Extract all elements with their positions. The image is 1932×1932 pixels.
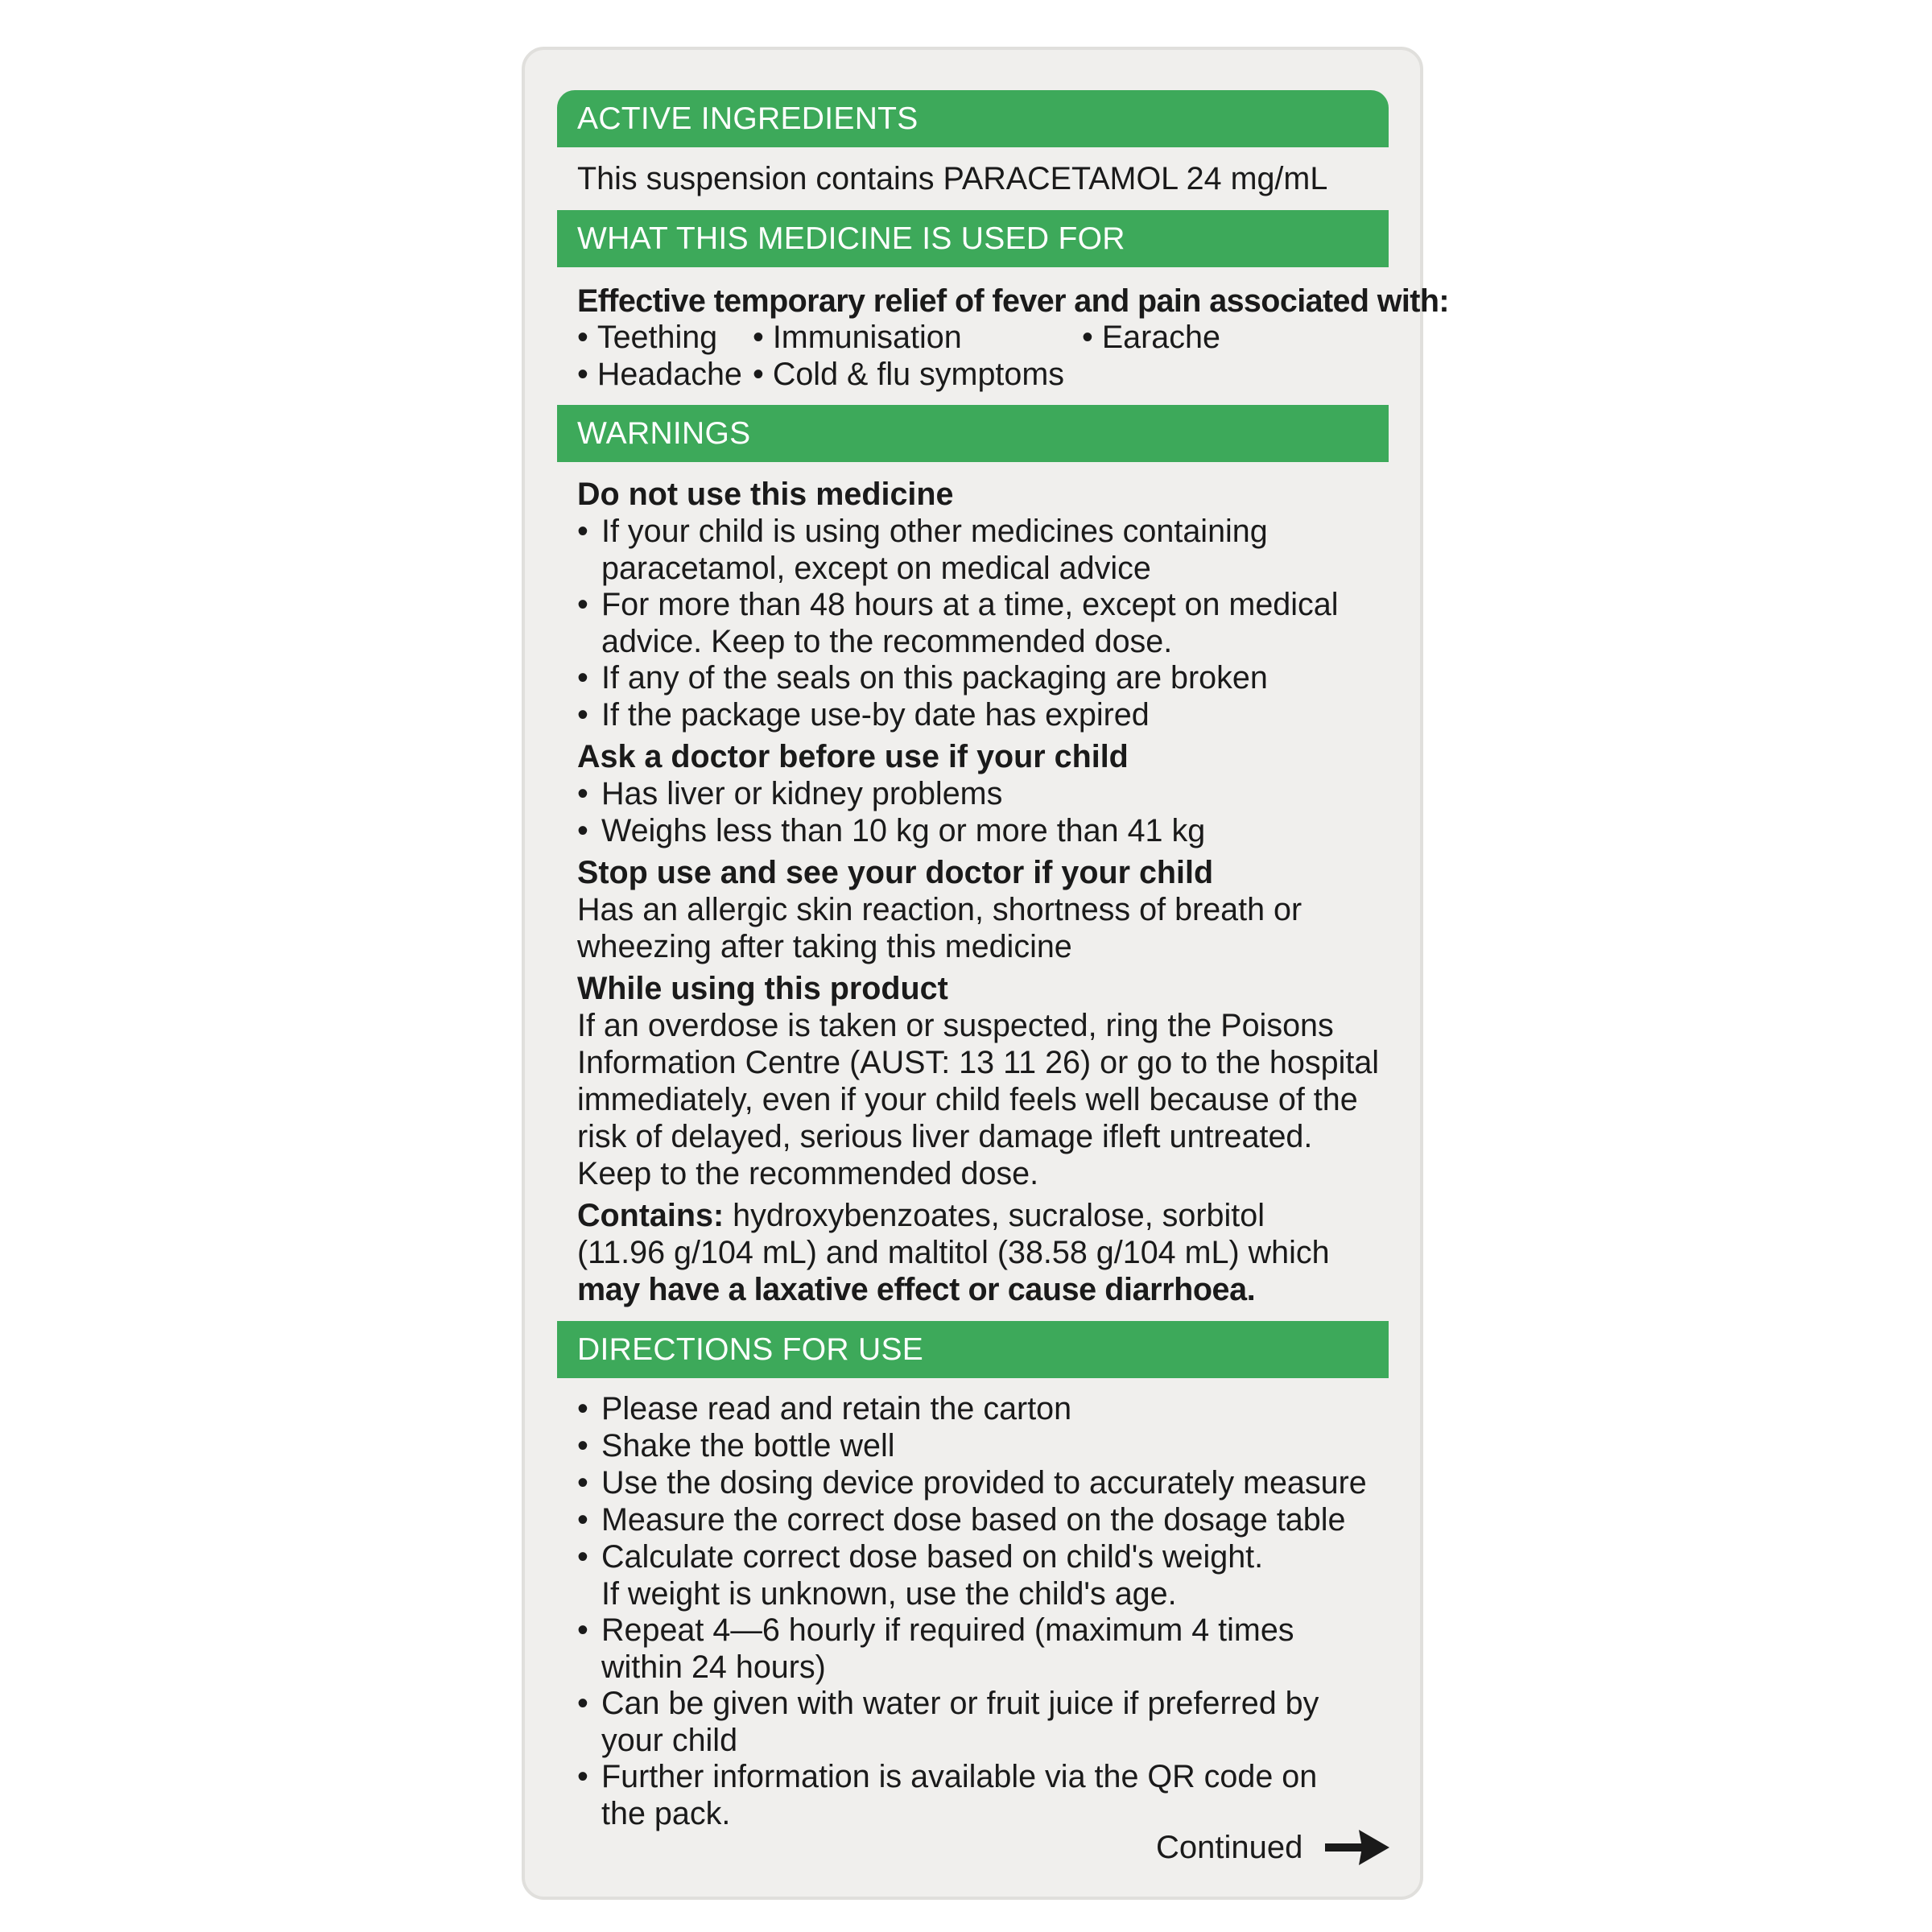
while-using-line: immediately, even if your child feels well because of the (577, 1082, 1358, 1117)
direction-item: • Repeat 4—6 hourly if required (maximum 4 times within 24 hours) (577, 1612, 1294, 1685)
stop-use-title: Stop use and see your doctor if your child (577, 855, 1214, 890)
direction-item: • Use the dosing device provided to accurately measure (577, 1465, 1367, 1501)
contains-line: (11.96 g/104 mL) and maltitol (38.58 g/104 mL) which (577, 1235, 1330, 1270)
contains-line: Contains: hydroxybenzoates, sucralose, sorbitol (577, 1198, 1265, 1233)
use-item: • Earache (1082, 320, 1220, 355)
ask-doctor-title: Ask a doctor before use if your child (577, 739, 1129, 774)
stop-use-line: Has an allergic skin reaction, shortness of breath or (577, 892, 1302, 927)
direction-item: • Can be given with water or fruit juice if preferred by your child (577, 1686, 1319, 1758)
use-item: • Headache (577, 357, 742, 392)
warning-item: • If the package use-by date has expired (577, 697, 1150, 733)
ask-doctor-item: • Weighs less than 10 kg or more than 41 kg (577, 813, 1206, 848)
warning-item: • If your child is using other medicines containing paracetamol, except on medical advice (577, 514, 1268, 586)
warning-item: • If any of the seals on this packaging are broken (577, 660, 1268, 696)
directions-heading: DIRECTIONS FOR USE (557, 1321, 1389, 1378)
active-ingredients-heading: ACTIVE INGREDIENTS (557, 90, 1389, 147)
used-for-intro: Effective temporary relief of fever and pain associated with: (577, 283, 1449, 319)
while-using-line: risk of delayed, serious liver damage ifleft untreated. (577, 1119, 1313, 1154)
do-not-use-title: Do not use this medicine (577, 477, 954, 512)
continued-label: Continued (1156, 1830, 1303, 1865)
direction-item: • Shake the bottle well (577, 1428, 895, 1463)
use-item: • Cold & flu symptoms (753, 357, 1065, 392)
used-for-heading: WHAT THIS MEDICINE IS USED FOR (557, 210, 1389, 267)
direction-item: • Please read and retain the carton (577, 1391, 1072, 1426)
ask-doctor-item: • Has liver or kidney problems (577, 776, 1003, 811)
use-item: • Immunisation (753, 320, 962, 355)
warnings-heading: WARNINGS (557, 405, 1389, 462)
while-using-line: Information Centre (AUST: 13 11 26) or go to the hospital (577, 1045, 1380, 1080)
stop-use-line: wheezing after taking this medicine (577, 929, 1072, 964)
while-using-line: Keep to the recommended dose. (577, 1156, 1039, 1191)
use-item: • Teething (577, 320, 718, 355)
while-using-title: While using this product (577, 971, 948, 1006)
arrow-right-icon (1325, 1830, 1389, 1865)
direction-item: • Measure the correct dose based on the dosage table (577, 1502, 1346, 1538)
while-using-line: If an overdose is taken or suspected, ring the Poisons (577, 1008, 1334, 1043)
direction-item: • Calculate correct dose based on child's weight. If weight is unknown, use the child's age. (577, 1539, 1264, 1612)
direction-item: • Further information is available via the QR code on the pack. (577, 1759, 1318, 1831)
laxative-warning: may have a laxative effect or cause diarrhoea. (577, 1272, 1256, 1307)
active-ingredients-text: This suspension contains PARACETAMOL 24 mg/mL (577, 161, 1328, 196)
warning-item: • For more than 48 hours at a time, except on medical advice. Keep to the recommended dose. (577, 587, 1339, 659)
